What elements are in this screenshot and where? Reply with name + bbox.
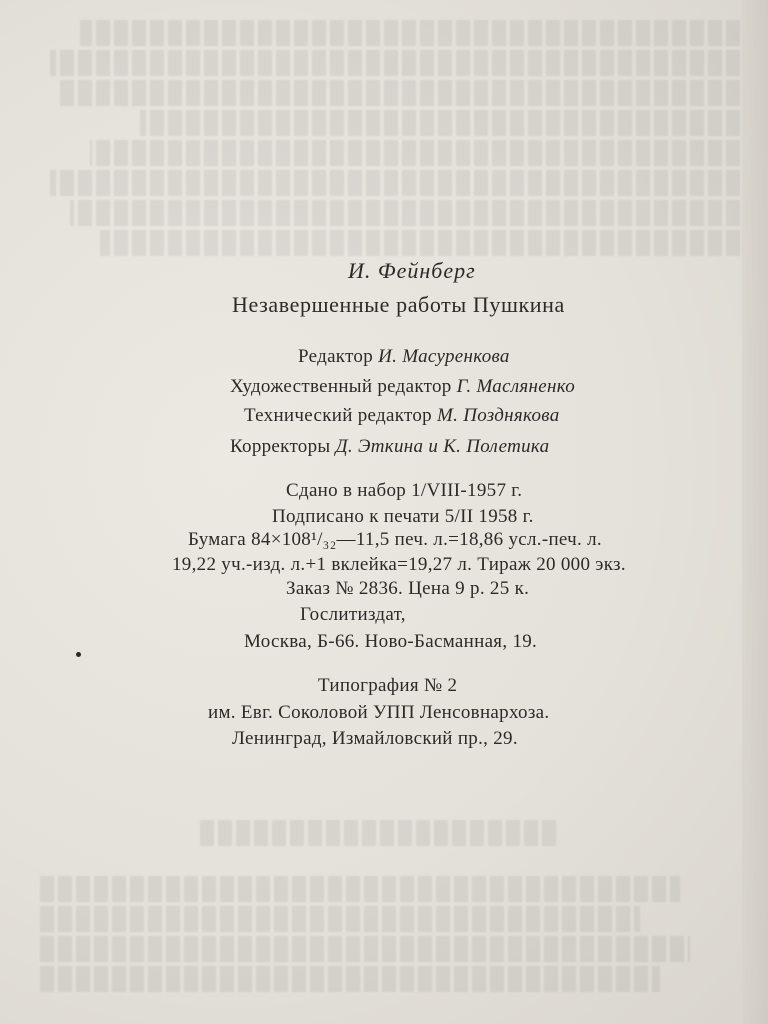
imprint-order-price: Заказ № 2836. Цена 9 р. 25 к. [286,578,530,599]
credit-tech-editor [244,405,560,427]
credit-art-editor-label: Художественный редактор [230,376,452,397]
imprint-publisher: Гослитиздат, [300,604,406,625]
imprint-signed-print: Подписано к печати 5/II 1958 г. [272,506,534,527]
printer-full-name: им. Евг. Соколовой УПП Ленсовнархоза. [208,702,550,723]
credit-editor [298,346,510,368]
credit-proofreaders-names: Д. Эткина и К. Полетика [335,436,550,457]
book-title: Незавершенные работы Пушкина [232,292,565,317]
credit-proofreaders [230,436,549,458]
credit-editor-name: И. Масуренкова [378,346,510,367]
credit-tech-editor-label: Технический редактор [244,405,432,426]
author-name: И. Фейнберг [348,258,476,283]
imprint-typeset-date: Сдано в набор 1/VIII-1957 г. [286,480,523,501]
credit-art-editor-name: Г. Масляненко [456,376,576,397]
credit-proofreaders-label: Корректоры [230,436,331,457]
credit-tech-editor-name: М. Позднякова [437,405,560,426]
printer-name: Типография № 2 [318,675,458,696]
credit-art-editor [230,376,575,398]
imprint-volume: 19,22 уч.-изд. л.+1 вклейка=19,27 л. Тираж 20 000 экз. [172,554,626,575]
credit-editor-label: Редактор [298,346,374,367]
imprint-publisher-address: Москва, Б-66. Ново-Басманная, 19. [244,631,538,652]
printer-address: Ленинград, Измайловский пр., 29. [232,728,518,749]
imprint-paper: Бумага 84×108¹/₃₂—11,5 печ. л.=18,86 усл.-печ. л. [188,529,602,550]
ink-speck [76,652,81,657]
